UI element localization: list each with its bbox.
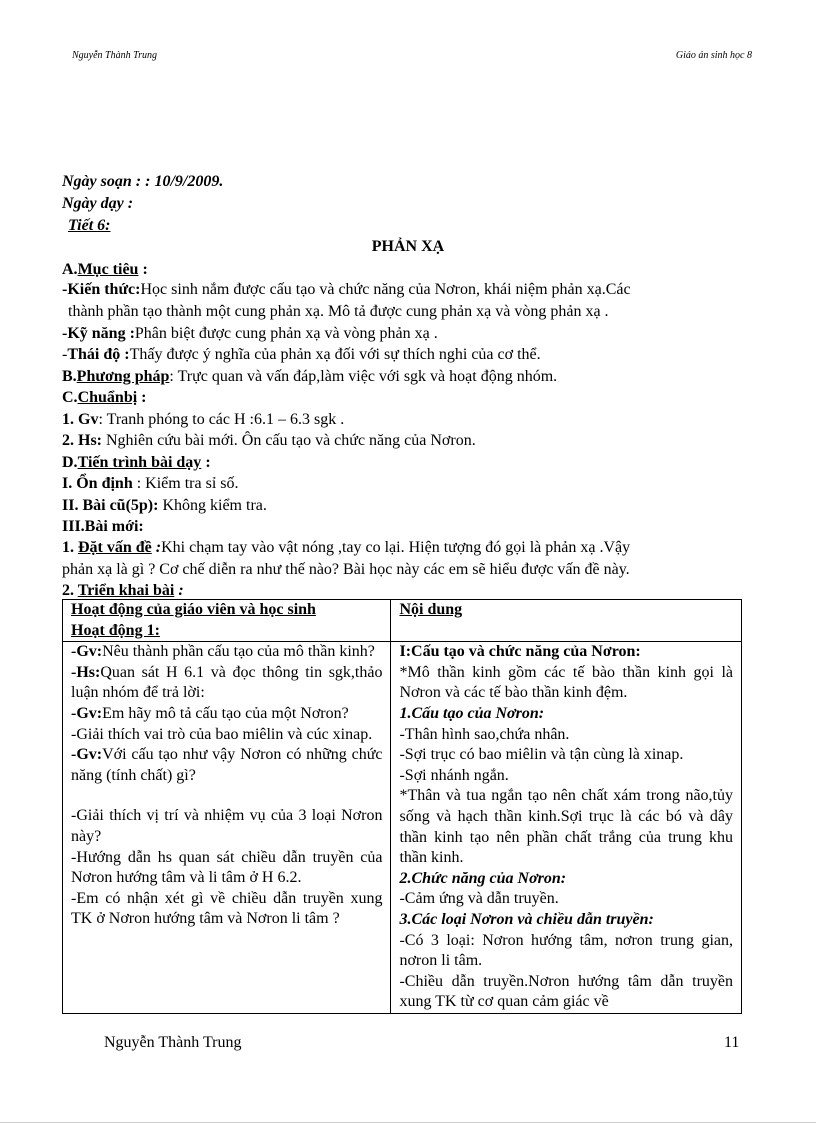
- bai-moi-label: III.Bài mới:: [62, 518, 144, 535]
- chuanbi-hs: [62, 431, 476, 451]
- header-subject: Giáo án sinh học 8: [675, 50, 752, 61]
- trien-khai-line: [62, 581, 184, 601]
- table-content-row: [63, 642, 742, 1014]
- ky-nang-label: -Kỹ năng :: [62, 325, 135, 342]
- section-a-title: Mục tiêu: [77, 261, 139, 278]
- on-dinh-line: [62, 474, 238, 494]
- dat-van-de-label: Đặt vấn đề: [78, 539, 152, 556]
- dat-van-de-prefix: 1.: [62, 539, 78, 556]
- left-item: [71, 704, 382, 725]
- page-number: 11: [724, 1034, 740, 1051]
- spacer: [71, 786, 382, 806]
- chuanbi-gv: [62, 410, 344, 430]
- trien-khai-prefix: 2.: [62, 582, 78, 599]
- right-item: -Có 3 loại: Nơron hướng tâm, nơron trung gian, nơron li tâm.: [399, 931, 733, 970]
- dat-van-de-line1: [62, 538, 630, 558]
- bai-cu-label: II. Bài cũ(5p):: [62, 497, 159, 514]
- left-item: [71, 663, 382, 704]
- on-dinh-text: : Kiểm tra sỉ số.: [132, 475, 239, 492]
- section-d-heading: [62, 453, 211, 473]
- section-a-prefix: A.: [62, 261, 78, 278]
- left-item-text: Em hãy mô tả cấu tạo của một Nơron?: [102, 704, 349, 722]
- right-item: -Thân hình sao,chứa nhân.: [399, 725, 570, 743]
- left-item-text: -Hướng dẫn hs quan sát chiều dẫn truyền của Nơron hướng tâm và li tâm ở H 6.2.: [71, 848, 383, 887]
- trien-khai-label: Triển khai bài: [77, 582, 175, 599]
- left-item: [71, 725, 382, 746]
- chuanbi-hs-label: 2. Hs:: [62, 432, 102, 449]
- right-item: -Cảm ứng và dẫn truyền.: [399, 890, 559, 908]
- left-item-text: -Giải thích vai trò của bao miêlin và cúc xinap.: [71, 725, 373, 743]
- lesson-table: [62, 599, 742, 1014]
- left-item-text: -Em có nhận xét gì về chiều dẫn truyền xung TK ở Nơron hướng tâm và Nơron li tâm ?: [71, 889, 383, 928]
- section-b-text: : Trực quan và vấn đáp,làm việc với sgk và hoạt động nhóm.: [169, 368, 558, 385]
- trien-khai-colon: :: [174, 582, 184, 599]
- section-a-suffix: :: [138, 261, 148, 278]
- right-item: *Thân và tua ngắn tạo nên chất xám trong não,tủy sống và hạch thần kinh.Sợi trục là các bó và dây thần kinh tạo nên phần chất trắng của trung khu thần kinh.: [399, 787, 733, 867]
- dat-van-de-text1: Khi chạm tay vào vật nóng ,tay co lại. Hiện tượng đó gọi là phản xạ .Vậy: [161, 539, 631, 556]
- activity-title: Hoạt động 1:: [71, 621, 160, 639]
- left-item-text: -Giải thích vị trí và nhiệm vụ của 3 loại Nơron này?: [71, 807, 383, 845]
- right-section-title: I:Cấu tạo và chức năng của Nơron:: [399, 643, 641, 661]
- chuanbi-gv-text: : Tranh phóng to các H :6.1 – 6.3 sgk .: [98, 411, 345, 428]
- right-item: -Sợi nhánh ngắn.: [399, 766, 509, 784]
- bai-cu-line: [62, 496, 267, 516]
- right-sub1-title: 1.Cấu tạo của Nơron:: [399, 704, 545, 722]
- footer-author: Nguyễn Thành Trung: [104, 1034, 242, 1051]
- ngay-soan: [62, 172, 223, 192]
- col-left-header: [63, 600, 391, 642]
- section-c-title: Chuẩnbị: [77, 389, 138, 406]
- kien-thuc-line1: [62, 280, 631, 300]
- section-d-title: Tiến trình bài dạy: [77, 454, 202, 471]
- left-item: [71, 806, 382, 847]
- right-item: -Chiều dẫn truyền.Nơron hướng tâm dẫn truyền xung TK từ cơ quan cảm giác về: [399, 972, 733, 1011]
- left-item-label: -Hs:: [71, 663, 101, 681]
- dat-van-de-colon: :: [151, 539, 162, 556]
- kien-thuc-line2: thành phần tạo thành một cung phản xạ. Mô tả được cung phản xạ và vòng phản xạ .: [68, 303, 609, 320]
- ngay-soan-value: : 10/9/2009.: [145, 173, 224, 190]
- section-d-prefix: D.: [62, 454, 78, 471]
- table-header-row: [63, 600, 742, 642]
- header-author: Nguyễn Thành Trung: [72, 50, 158, 61]
- section-a-heading: [62, 260, 148, 280]
- ngay-soan-label: Ngày soạn :: [62, 173, 142, 190]
- section-c-heading: [62, 388, 146, 408]
- right-item: -Sợi trục có bao miêlin và tận cùng là xinap.: [399, 746, 684, 764]
- left-item-label: -Gv:: [71, 704, 103, 722]
- section-d-suffix: :: [201, 454, 211, 471]
- right-sub2-title: 2.Chức năng của Nơron:: [399, 869, 567, 887]
- section-c-prefix: C.: [62, 389, 78, 406]
- left-item-label: -Gv:: [71, 643, 103, 661]
- left-item-text: Nêu thành phần cấu tạo của mô thần kinh?: [102, 643, 375, 661]
- left-column: [63, 642, 391, 1014]
- left-item-text: Với cấu tạo như vậy Nơron có những chức năng (tính chất) gì?: [71, 746, 383, 784]
- chuanbi-hs-text: Nghiên cứu bài mới. Ôn cấu tạo và chức năng của Nơron.: [102, 432, 476, 449]
- on-dinh-label: I. Ổn định: [62, 475, 133, 492]
- thai-do-text: Thấy được ý nghĩa của phản xạ đối với sự thích nghi của cơ thể.: [129, 346, 541, 363]
- right-sub3-title: 3.Các loại Nơron và chiều dẫn truyền:: [399, 910, 654, 928]
- left-item: [71, 745, 382, 786]
- thai-do-line: -Thái độ :Thấy được ý nghĩa của phản xạ đối với sự thích nghi của cơ thể.: [62, 346, 541, 363]
- section-b-prefix: B.: [62, 368, 77, 385]
- col-right-header: Nội dung: [391, 600, 742, 642]
- left-item: [71, 889, 382, 930]
- ngay-day-label: Ngày dạy :: [62, 195, 134, 212]
- section-b-title: Phương pháp: [76, 368, 170, 385]
- tiet-label: Tiết 6:: [68, 217, 111, 234]
- left-item-label: -Gv:: [71, 746, 103, 764]
- left-item: [71, 848, 382, 889]
- bai-cu-text: Không kiểm tra.: [158, 497, 267, 514]
- col-left-header-text: Hoạt động của giáo viên và học sinh: [71, 601, 316, 618]
- lesson-title: PHẢN XẠ: [371, 238, 445, 255]
- kien-thuc-text1: Học sinh nắm được cấu tạo và chức năng của Nơron, khái niệm phản xạ.Các: [140, 281, 631, 298]
- section-c-suffix: :: [137, 389, 147, 406]
- chuanbi-gv-label: 1. Gv: [62, 411, 99, 428]
- section-b-line: [62, 367, 557, 387]
- left-item-text: Quan sát H 6.1 và đọc thông tin sgk,thảo luận nhóm để trả lời:: [71, 663, 383, 702]
- kien-thuc-label: -Kiến thức:: [62, 281, 141, 298]
- ky-nang-line: [62, 324, 438, 344]
- right-column: [391, 642, 742, 1014]
- ky-nang-text: Phân biệt được cung phản xạ và vòng phản xạ .: [134, 325, 438, 342]
- thai-do-label: Thái độ :: [67, 346, 130, 363]
- left-item: [71, 642, 382, 663]
- dat-van-de-line2: phản xạ là gì ? Cơ chế diễn ra như thế nào? Bài học này các em sẽ hiểu được vấn đề này.: [62, 561, 630, 578]
- right-intro: *Mô thần kinh gồm các tế bào thần kinh gọi là Nơron và các tế bào thần kinh đệm.: [399, 663, 733, 702]
